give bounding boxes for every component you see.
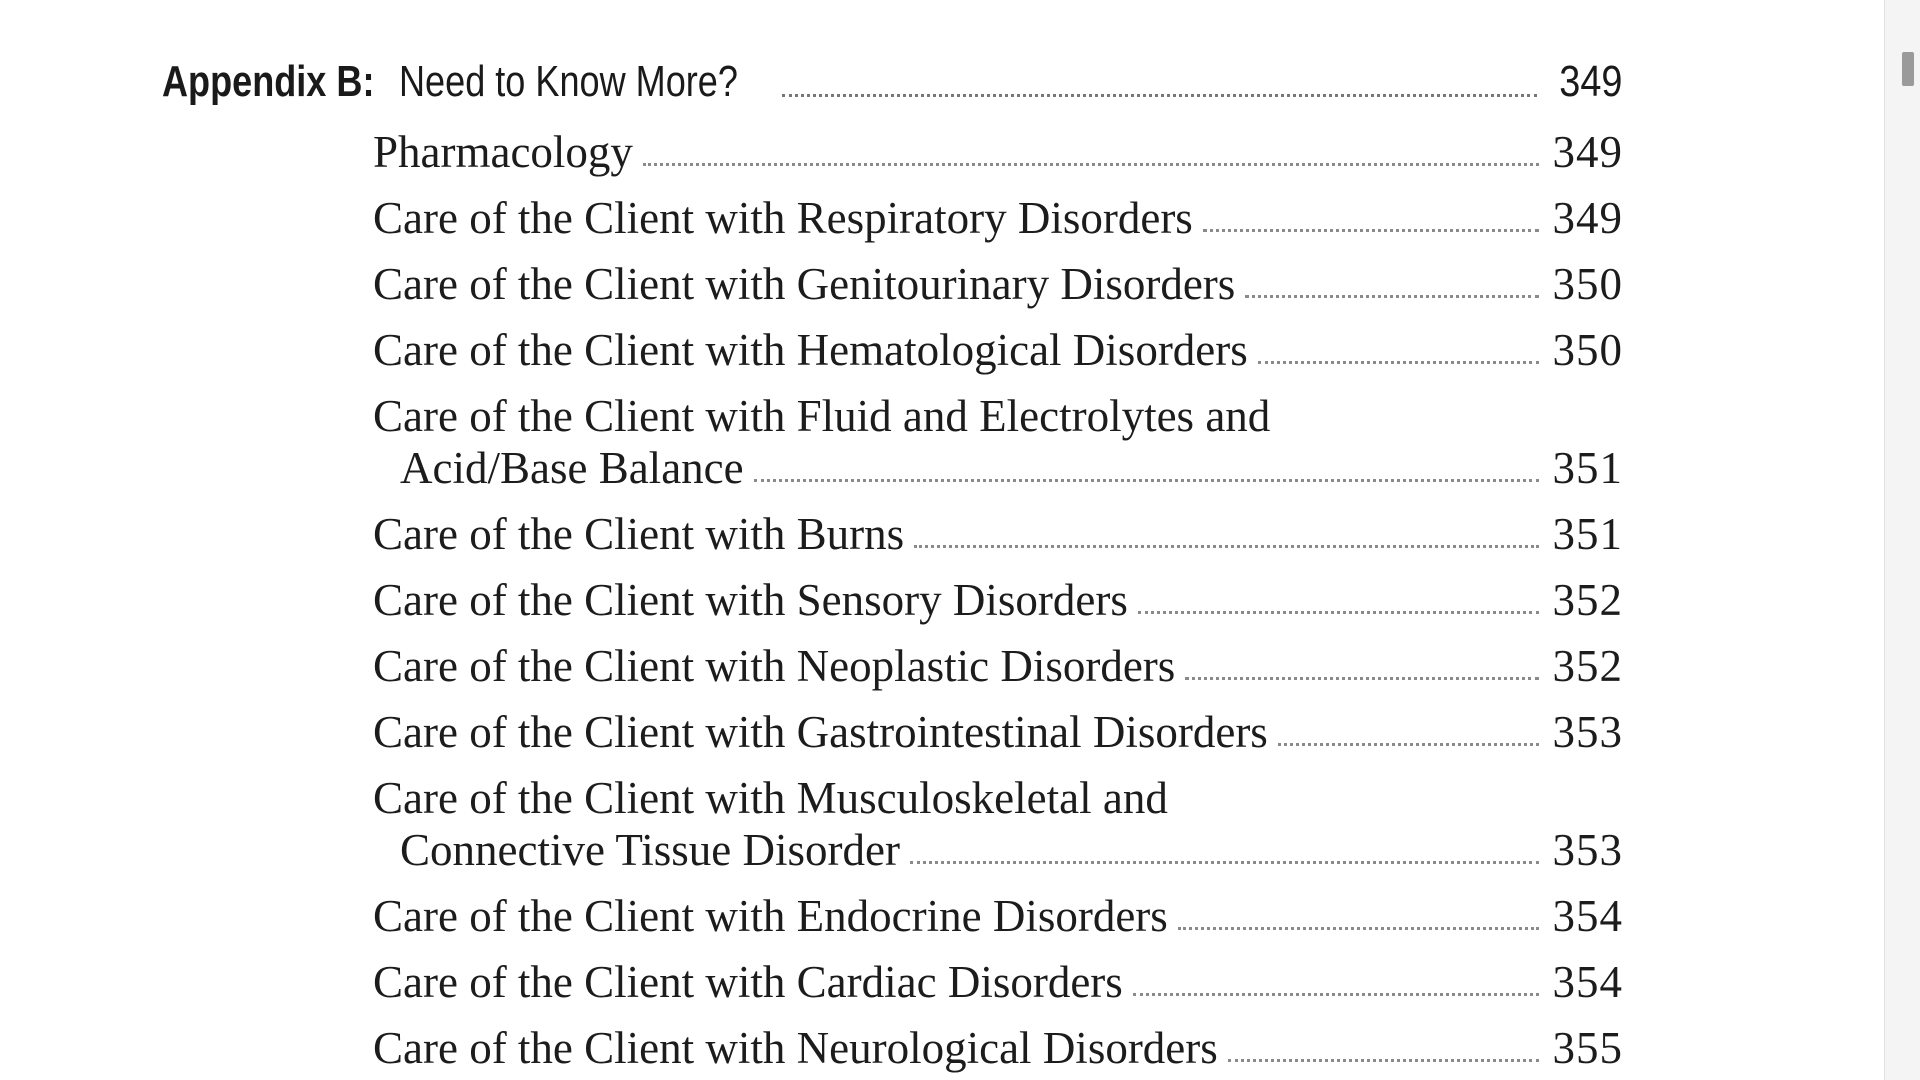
dot-leader xyxy=(1133,992,1539,996)
toc-entry-neoplastic xyxy=(373,640,1623,692)
appendix-label: Appendix B: xyxy=(162,57,375,106)
toc-entry-respiratory xyxy=(373,192,1623,244)
toc-entry-page: 352 xyxy=(1552,641,1623,691)
vertical-scrollbar[interactable] xyxy=(1884,0,1920,1080)
toc-entry-title: Care of the Client with Genitourinary Disorders xyxy=(373,259,1236,309)
toc-entry-sensory xyxy=(373,574,1623,626)
appendix-heading xyxy=(162,47,1622,107)
dot-leader xyxy=(1178,926,1539,930)
toc-entry-page: 353 xyxy=(1552,825,1623,875)
toc-entry-cardiac xyxy=(373,956,1623,1008)
toc-entry-page: 350 xyxy=(1552,259,1623,309)
dot-leader xyxy=(754,478,1539,482)
toc-entry-title: Care of the Client with Cardiac Disorders xyxy=(373,957,1123,1007)
toc-entry-endocrine xyxy=(373,890,1623,942)
toc-entry-page: 355 xyxy=(1552,1023,1623,1073)
toc-entry-title: Care of the Client with Respiratory Disorders xyxy=(373,193,1193,243)
toc-entry-title: Care of the Client with Neoplastic Disorders xyxy=(373,641,1176,691)
dot-leader xyxy=(1203,228,1539,232)
dot-leader xyxy=(1185,676,1538,680)
dot-leader xyxy=(1245,294,1538,298)
toc-entry-title-continued: Connective Tissue Disorder xyxy=(400,825,900,875)
dot-leader xyxy=(643,162,1539,166)
toc-entry-page: 350 xyxy=(1552,325,1623,375)
toc-entry-title: Care of the Client with Gastrointestinal Disorders xyxy=(373,707,1268,757)
dot-leader xyxy=(1258,360,1539,364)
toc-entry-page: 351 xyxy=(1552,443,1623,493)
toc-entry-genitourinary xyxy=(373,258,1623,310)
toc-entry-title: Care of the Client with Fluid and Electrolytes and xyxy=(373,391,1271,441)
toc-entry-hematological xyxy=(373,324,1623,376)
toc-entry-title: Care of the Client with Endocrine Disorders xyxy=(373,891,1168,941)
appendix-page-number: 349 xyxy=(1558,57,1622,106)
toc-entry-title: Pharmacology xyxy=(373,127,633,177)
toc-entry-title: Care of the Client with Sensory Disorders xyxy=(373,575,1128,625)
dot-leader xyxy=(782,93,1536,97)
toc-entry-title: Care of the Client with Hematological Disorders xyxy=(373,325,1248,375)
scrollbar-thumb[interactable] xyxy=(1902,52,1914,86)
toc-entry-title: Care of the Client with Burns xyxy=(373,509,905,559)
dot-leader xyxy=(914,544,1538,548)
dot-leader xyxy=(1228,1058,1539,1062)
toc-entry-page: 354 xyxy=(1552,891,1623,941)
toc-entry-fluid-electrolytes xyxy=(373,390,1623,494)
dot-leader xyxy=(1138,610,1539,614)
dot-leader xyxy=(910,860,1539,864)
toc-entry-neurological xyxy=(373,1022,1623,1074)
dot-leader xyxy=(1278,742,1539,746)
toc-entry-gastrointestinal xyxy=(373,706,1623,758)
toc-entry-page: 349 xyxy=(1552,193,1623,243)
appendix-title: Need to Know More? xyxy=(399,57,739,106)
toc-entry-title-continued: Acid/Base Balance xyxy=(400,443,744,493)
toc-entry-title: Care of the Client with Neurological Disorders xyxy=(373,1023,1218,1073)
toc-entry-page: 351 xyxy=(1552,509,1623,559)
toc-entry-page: 354 xyxy=(1552,957,1623,1007)
toc-entry-burns xyxy=(373,508,1623,560)
toc-entry-title: Care of the Client with Musculoskeletal and xyxy=(373,773,1168,823)
toc-entry-page: 349 xyxy=(1552,127,1623,177)
toc-entry-musculoskeletal xyxy=(373,772,1623,876)
toc-entry-page: 353 xyxy=(1552,707,1623,757)
toc-entry-pharmacology xyxy=(373,126,1623,178)
toc-entry-page: 352 xyxy=(1552,575,1623,625)
